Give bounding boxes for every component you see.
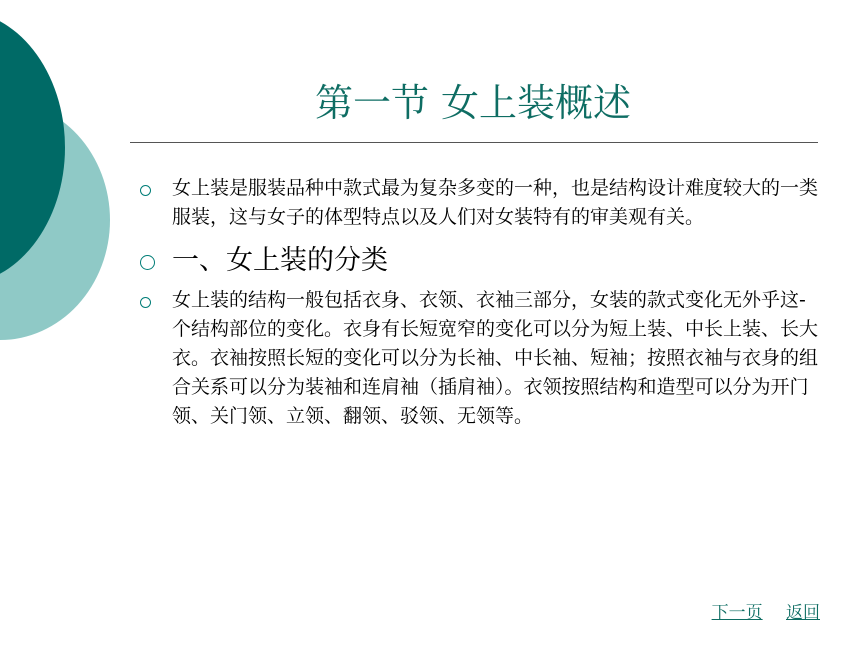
slide-title: 第一节 女上装概述	[314, 81, 632, 125]
section-heading: 一、女上装的分类	[172, 245, 388, 276]
bullet-item-heading	[140, 241, 820, 281]
title-divider	[130, 142, 818, 143]
back-link[interactable]: 返回	[786, 603, 820, 623]
bullet-text: 女上装是服装品种中款式最为复杂多变的一种，也是结构设计难度较大的一类服装，这与女子的体型特点以及人们对女装特有的审美观有关。	[172, 177, 819, 228]
bullet-list	[140, 174, 820, 431]
circle-bullet-icon	[140, 255, 155, 270]
next-page-link[interactable]: 下一页	[711, 603, 763, 623]
circle-bullet-icon	[140, 185, 151, 196]
slide-nav	[694, 598, 820, 623]
circle-bullet-icon	[140, 297, 151, 308]
bullet-item-structure	[140, 286, 820, 431]
bullet-text: 女上装的结构一般包括衣身、衣领、衣袖三部分，女装的款式变化无外乎这-个结构部位的变化。衣身有长短宽窄的变化可以分为短上装、中长上装、长大衣。衣袖按照长短的变化可以分为长袖、中长袖、短袖；按照衣袖与衣身的组合关系可以分为装袖和连肩袖（插肩袖）。衣领按照结构和造型可以分为开门领、关门领、立领、翻领、驳领、无领等。	[172, 289, 819, 427]
bullet-item-intro	[140, 174, 820, 232]
